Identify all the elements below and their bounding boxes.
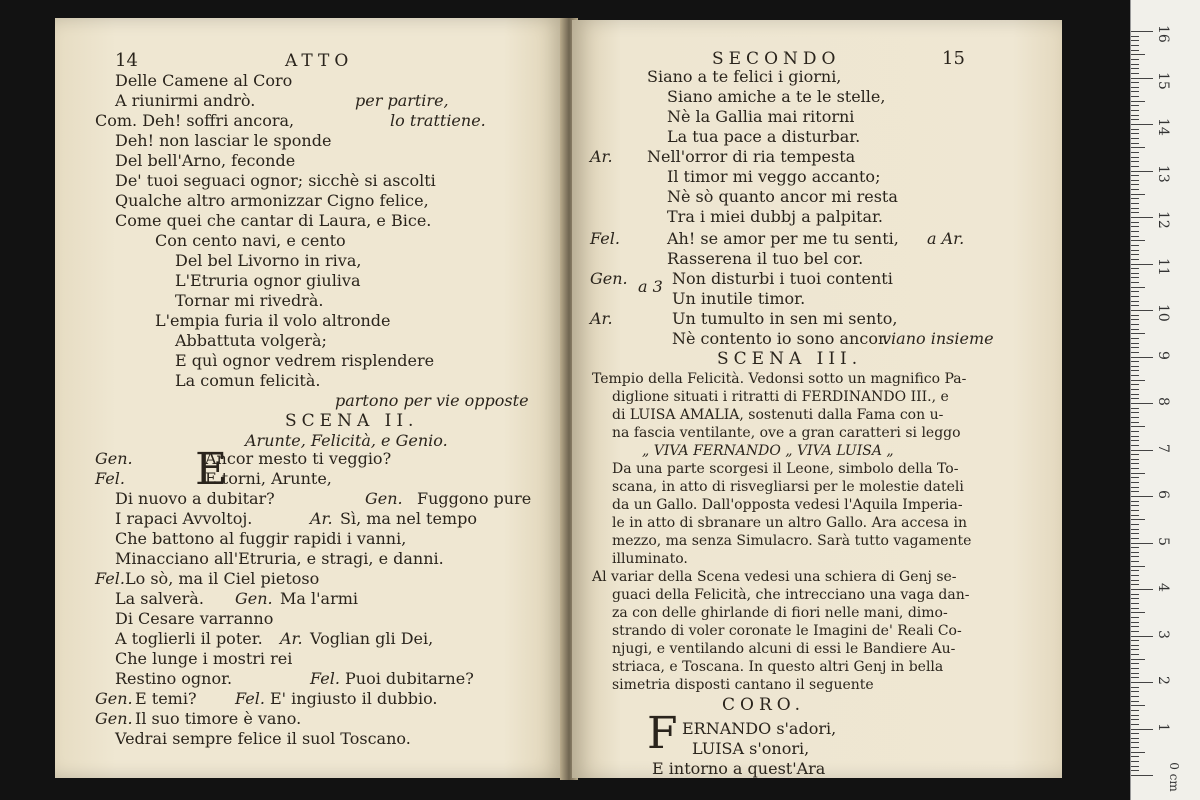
ruler-minor-tick [1131,305,1139,306]
left-text-line: Fel. [95,569,125,588]
ruler-minor-tick [1131,315,1139,316]
right-text-line: SCENA III. [717,349,863,369]
ruler-number: 13 [1155,164,1171,183]
left-text-line: Voglian gli Dei, [310,629,434,648]
ruler-minor-tick [1131,301,1139,302]
ruler-tick [1131,31,1153,32]
ruler-minor-tick [1131,236,1139,237]
ruler-minor-tick [1131,436,1139,437]
page-number: 15 [942,48,965,69]
running-head: SECONDO [712,49,841,69]
ruler-minor-tick [1131,259,1139,260]
ruler-minor-tick [1131,710,1139,711]
left-text-line: SCENA II. [285,411,419,431]
right-text-line: Nè sò quanto ancor mi resta [667,187,898,206]
ruler-minor-tick [1131,147,1145,148]
right-text-line: Ah! se amor per me tu senti, [667,229,899,248]
ruler-number: 16 [1155,25,1171,43]
right-text-line: Non disturbi i tuoi contenti [672,269,893,288]
left-text-line: Fel. [95,469,125,488]
right-text-line: le in atto di sbranare un altro Gallo. Ara accesa in [612,515,967,531]
ruler-minor-tick [1131,654,1139,655]
ruler-minor-tick [1131,742,1139,743]
left-page [55,18,565,778]
ruler-minor-tick [1131,152,1139,153]
ruler-minor-tick [1131,538,1139,539]
ruler-minor-tick [1131,254,1139,255]
ruler-minor-tick [1131,612,1145,613]
ruler-tick [1131,543,1153,544]
ruler-minor-tick [1131,394,1139,395]
ruler-minor-tick [1131,491,1139,492]
right-text-line: Il timor mi veggo accanto; [667,167,881,186]
ruler-minor-tick [1131,529,1139,530]
ruler-minor-tick [1131,208,1139,209]
ruler-minor-tick [1131,487,1139,488]
ruler-minor-tick [1131,157,1139,158]
measuring-ruler [1130,0,1200,800]
ruler-tick [1131,310,1153,311]
left-text-line: Qualche altro armonizzar Cigno felice, [115,191,429,210]
ruler-tick [1131,636,1153,637]
ruler-minor-tick [1131,719,1139,720]
ruler-tick [1131,403,1153,404]
right-page [572,20,1062,778]
drop-capital-e: E [195,444,228,495]
left-text-line: Ar. [280,629,303,648]
left-text-line: I rapaci Avvoltoj. [115,509,253,528]
left-text-line: Di Cesare varranno [115,609,274,628]
ruler-minor-tick [1131,645,1139,646]
ruler-minor-tick [1131,687,1139,688]
left-text-line: La salverà. [115,589,204,608]
ruler-minor-tick [1131,608,1139,609]
ruler-minor-tick [1131,570,1139,571]
ruler-minor-tick [1131,143,1139,144]
left-text-line: Che lunge i mostri rei [115,649,293,668]
ruler-minor-tick [1131,431,1139,432]
ruler-number: 3 [1155,629,1171,639]
ruler-number: 15 [1155,71,1171,90]
ruler-minor-tick [1131,319,1139,320]
ruler-minor-tick [1131,273,1139,274]
ruler-minor-tick [1131,50,1139,51]
ruler-minor-tick [1131,580,1139,581]
right-text-line: Nè la Gallia mai ritorni [667,107,855,126]
right-text-line: da un Gallo. Dall'opposta vedesi l'Aquila Imperia- [612,497,963,513]
ruler-tick [1131,357,1153,358]
ruler-minor-tick [1131,129,1139,130]
left-text-line: Che battono al fuggir rapidi i vanni, [115,529,407,548]
ruler-minor-tick [1131,594,1139,595]
right-text-line: Nè contento io sono ancor. [672,329,889,348]
ruler-minor-tick [1131,96,1139,97]
ruler-minor-tick [1131,240,1145,241]
ruler-minor-tick [1131,463,1139,464]
ruler-number: 11 [1155,257,1171,276]
left-text-line: Il suo timore è vano. [135,709,302,728]
ruler-minor-tick [1131,724,1139,725]
ruler-minor-tick [1131,250,1139,251]
left-text-line: Ancor mesto ti veggio? [205,449,392,468]
ruler-number: 1 [1155,722,1171,732]
left-text-line: Con cento navi, e cento [155,231,346,250]
left-text-line: Com. Deh! soffri ancora, [95,111,295,130]
ruler-minor-tick [1131,222,1139,223]
ruler-number: 14 [1155,118,1171,136]
ruler-minor-tick [1131,459,1139,460]
ruler-minor-tick [1131,691,1139,692]
ruler-minor-tick [1131,515,1139,516]
left-text-line: A riunirmi andrò. [115,91,256,110]
ruler-minor-tick [1131,561,1139,562]
ruler-minor-tick [1131,91,1139,92]
ruler-minor-tick [1131,296,1139,297]
ruler-minor-tick [1131,752,1145,753]
left-text-line: Puoi dubitarne? [345,669,474,688]
ruler-minor-tick [1131,673,1139,674]
ruler-minor-tick [1131,384,1139,385]
ruler-minor-tick [1131,380,1145,381]
ruler-minor-tick [1131,510,1139,511]
ruler-minor-tick [1131,524,1139,525]
ruler-minor-tick [1131,677,1139,678]
right-text-line: Un tumulto in sen mi sento, [672,309,898,328]
ruler-unit-label: 0 cm [1166,762,1181,792]
ruler-minor-tick [1131,477,1139,478]
right-text-line: viano insieme [882,329,994,348]
ruler-minor-tick [1131,198,1139,199]
ruler-minor-tick [1131,105,1139,106]
right-text-line: Siano amiche a te le stelle, [667,87,886,106]
left-text-line: Tornar mi rivedrà. [175,291,324,310]
ruler-minor-tick [1131,45,1139,46]
ruler-minor-tick [1131,115,1139,116]
left-text-line: L'empia furia il volo altronde [155,311,391,330]
left-text-line: Del bel Livorno in riva, [175,251,362,270]
ruler-minor-tick [1131,291,1139,292]
ruler-number: 4 [1155,583,1171,592]
left-text-line: Deh! non lasciar le sponde [115,131,332,150]
ruler-minor-tick [1131,756,1139,757]
left-text-line: Del bell'Arno, feconde [115,151,296,170]
ruler-minor-tick [1131,338,1139,339]
left-text-line: lo trattiene. [390,111,486,130]
right-text-line: Tra i miei dubbj a palpitar. [667,207,884,226]
ruler-minor-tick [1131,412,1139,413]
left-text-line: Gen. [235,589,273,608]
right-text-line: strando di voler coronate le Imagini de' Reali Co- [612,623,962,639]
ruler-minor-tick [1131,73,1139,74]
ruler-minor-tick [1131,110,1139,111]
right-text-line: Tempio della Felicità. Vedonsi sotto un magnifico Pa- [592,371,967,387]
ruler-number: 2 [1155,676,1171,685]
ruler-minor-tick [1131,556,1139,557]
ruler-minor-tick [1131,659,1145,660]
ruler-minor-tick [1131,375,1139,376]
ruler-minor-tick [1131,501,1139,502]
ruler-number: 8 [1155,397,1171,406]
ruler-minor-tick [1131,552,1139,553]
ruler-minor-tick [1131,445,1139,446]
left-text-line: per partire, [355,91,449,110]
ruler-number: 9 [1155,350,1171,360]
ruler-minor-tick [1131,268,1139,269]
ruler-tick [1131,775,1153,776]
left-text-line: Fel. [235,689,265,708]
ruler-minor-tick [1131,747,1139,748]
right-text-line: Un inutile timor. [672,289,806,308]
left-text-line: E quì ognor vedrem risplendere [175,351,435,370]
right-text-line: di LUISA AMALIA, sostenuti dalla Fama con u- [612,407,944,423]
ruler-minor-tick [1131,668,1139,669]
ruler-minor-tick [1131,649,1139,650]
ruler-minor-tick [1131,566,1145,567]
ruler-tick [1131,264,1153,265]
ruler-minor-tick [1131,738,1139,739]
ruler-minor-tick [1131,161,1139,162]
ruler-minor-tick [1131,87,1139,88]
left-text-line: Restino ognor. [115,669,233,688]
ruler-minor-tick [1131,617,1139,618]
right-text-line: „ VIVA FERNANDO „ VIVA LUISA „ [642,443,894,459]
ruler-minor-tick [1131,519,1145,520]
ruler-minor-tick [1131,547,1139,548]
ruler-minor-tick [1131,231,1139,232]
ruler-minor-tick [1131,212,1139,213]
right-text-line: njugi, e ventilando alcuni di essi le Bandiere Au- [612,641,956,657]
ruler-tick [1131,450,1153,451]
ruler-minor-tick [1131,245,1139,246]
left-text-line: Lo sò, ma il Ciel pietoso [125,569,320,588]
ruler-minor-tick [1131,194,1145,195]
ruler-tick [1131,217,1153,218]
left-text-line: A toglierli il poter. [115,629,263,648]
left-text-line: Abbattuta volgerà; [175,331,327,350]
left-text-line: Gen. [95,689,133,708]
left-text-line: Sì, ma nel tempo [340,509,477,528]
ruler-minor-tick [1131,598,1139,599]
ruler-minor-tick [1131,59,1139,60]
ruler-minor-tick [1131,287,1145,288]
ruler-number: 7 [1155,443,1171,453]
ruler-minor-tick [1131,352,1139,353]
left-text-line: E temi? [135,689,197,708]
right-text-line: guaci della Felicità, che intrecciano una vaga dan- [612,587,970,603]
left-text-line: E torni, Arunte, [205,469,332,488]
ruler-minor-tick [1131,101,1145,102]
right-text-line: E intorno a quest'Ara [652,759,826,778]
right-text-line: na fascia ventilante, ove a gran caratteri si leggo [612,425,961,441]
ruler-number: 10 [1155,304,1171,322]
ruler-minor-tick [1131,203,1139,204]
left-text-line: Gen. [95,449,133,468]
left-text-line: Delle Camene al Coro [115,71,293,90]
ruler-minor-tick [1131,696,1139,697]
ruler-tick [1131,124,1153,125]
right-text-line: Gen. [590,269,628,288]
right-text-line: Ar. [590,147,613,166]
ruler-minor-tick [1131,343,1139,344]
ruler-minor-tick [1131,454,1139,455]
ruler-minor-tick [1131,166,1139,167]
ruler-minor-tick [1131,54,1145,55]
ruler-tick [1131,78,1153,79]
ruler-minor-tick [1131,505,1139,506]
ruler-minor-tick [1131,138,1139,139]
ruler-tick [1131,682,1153,683]
right-text-line: Rasserena il tuo bel cor. [667,249,864,268]
left-text-line: L'Etruria ognor giuliva [175,271,361,290]
ruler-tick [1131,589,1153,590]
right-text-line: a Ar. [927,229,965,248]
ruler-minor-tick [1131,482,1139,483]
ruler-minor-tick [1131,82,1139,83]
ruler-minor-tick [1131,40,1139,41]
ruler-minor-tick [1131,184,1139,185]
ruler-minor-tick [1131,361,1139,362]
left-text-line: La comun felicità. [175,371,321,390]
ruler-minor-tick [1131,422,1139,423]
ruler-minor-tick [1131,622,1139,623]
right-text-line: diglione situati i ritratti di FERDINANDO III., e [612,389,949,405]
ruler-number: 6 [1155,490,1171,499]
ruler-minor-tick [1131,329,1139,330]
ruler-minor-tick [1131,324,1139,325]
right-text-line: Siano a te felici i giorni, [647,67,842,86]
ruler-minor-tick [1131,417,1139,418]
running-head: ATTO [285,51,354,71]
left-text-line: Vedrai sempre felice il suol Toscano. [115,729,411,748]
ruler-minor-tick [1131,347,1139,348]
left-text-line: Di nuovo a dubitar? [115,489,275,508]
ruler-minor-tick [1131,603,1139,604]
ruler-minor-tick [1131,366,1139,367]
ruler-minor-tick [1131,584,1139,585]
ruler-minor-tick [1131,175,1139,176]
right-text-line: Da una parte scorgesi il Leone, simbolo della To- [612,461,959,477]
ruler-minor-tick [1131,180,1139,181]
ruler-minor-tick [1131,631,1139,632]
ruler-minor-tick [1131,705,1145,706]
ruler-minor-tick [1131,398,1139,399]
ruler-minor-tick [1131,408,1139,409]
ruler-minor-tick [1131,663,1139,664]
right-text-line: striaca, e Toscana. In questo altri Genj in bella [612,659,944,675]
page-number: 14 [115,50,138,71]
right-text-line: a 3 [638,277,663,296]
left-text-line: Fuggono pure [417,489,532,508]
ruler-minor-tick [1131,189,1139,190]
ruler-minor-tick [1131,68,1139,69]
ruler-minor-tick [1131,626,1139,627]
ruler-minor-tick [1131,282,1139,283]
left-text-line: Ma l'armi [280,589,358,608]
right-text-line: Nell'orror di ria tempesta [647,147,856,166]
right-text-line: illuminato. [612,551,688,567]
right-text-line: za con delle ghirlande di fiori nelle mani, dimo- [612,605,948,621]
left-text-line: Gen. [365,489,403,508]
right-text-line: ERNANDO s'adori, [682,719,837,738]
ruler-tick [1131,171,1153,172]
right-text-line: LUISA s'onori, [692,739,810,758]
left-text-line: Fel. [310,669,340,688]
left-text-line: De' tuoi seguaci ognor; sicchè si ascolti [115,171,436,190]
left-text-line: partono per vie opposte [335,391,529,410]
ruler-tick [1131,496,1153,497]
right-text-line: Ar. [590,309,613,328]
ruler-minor-tick [1131,733,1139,734]
ruler-minor-tick [1131,333,1145,334]
left-text-line: E' ingiusto il dubbio. [270,689,438,708]
left-text-line: Minacciano all'Etruria, e stragi, e danni. [115,549,444,568]
ruler-minor-tick [1131,701,1139,702]
right-text-line: simetria disposti cantano il seguente [612,677,874,693]
ruler-minor-tick [1131,389,1139,390]
ruler-tick [1131,729,1153,730]
left-text-line: Gen. [95,709,133,728]
ruler-minor-tick [1131,226,1139,227]
ruler-minor-tick [1131,133,1139,134]
left-text-line: Come quei che cantar di Laura, e Bice. [115,211,432,230]
left-text-line: Arunte, Felicità, e Genio. [245,431,448,450]
right-text-line: mezzo, ma senza Simulacro. Sarà tutto vagamente [612,533,972,549]
drop-capital-f: F [647,708,678,759]
right-text-line: La tua pace a disturbar. [667,127,861,146]
ruler-minor-tick [1131,473,1145,474]
ruler-minor-tick [1131,575,1139,576]
right-text-line: Al variar della Scena vedesi una schiera di Genj se- [592,569,957,585]
ruler-minor-tick [1131,715,1139,716]
ruler-minor-tick [1131,370,1139,371]
ruler-minor-tick [1131,277,1139,278]
ruler-minor-tick [1131,426,1145,427]
ruler-minor-tick [1131,533,1139,534]
right-text-line: scana, in atto di risvegliarsi per le molestie dateli [612,479,964,495]
right-text-line: Fel. [590,229,620,248]
ruler-minor-tick [1131,770,1139,771]
ruler-minor-tick [1131,640,1139,641]
ruler-minor-tick [1131,119,1139,120]
right-text-line: CORO. [722,695,806,715]
ruler-number: 12 [1155,211,1171,229]
ruler-minor-tick [1131,761,1139,762]
ruler-minor-tick [1131,766,1139,767]
ruler-number: 5 [1155,536,1171,546]
ruler-minor-tick [1131,64,1139,65]
ruler-minor-tick [1131,36,1139,37]
ruler-minor-tick [1131,468,1139,469]
ruler-minor-tick [1131,440,1139,441]
left-text-line: Ar. [310,509,333,528]
